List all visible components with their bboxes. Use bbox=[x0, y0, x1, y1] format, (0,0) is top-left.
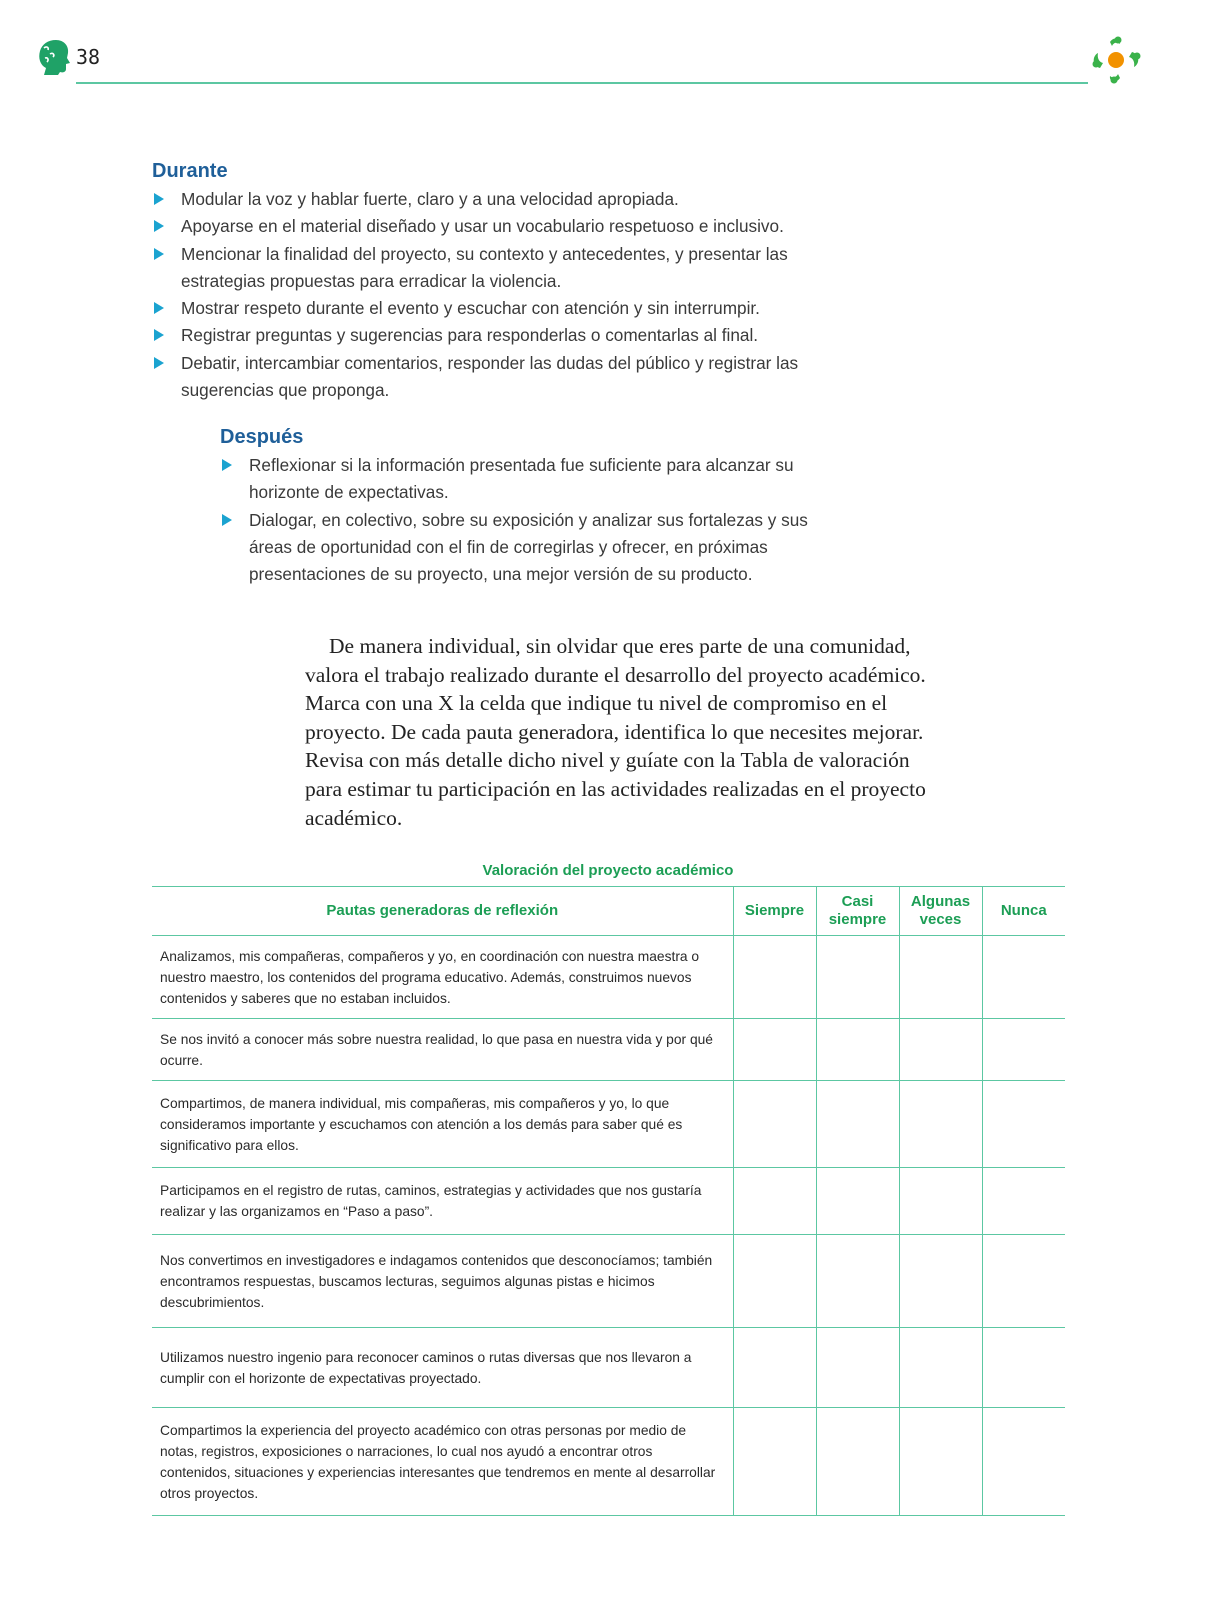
cell-casi-siempre[interactable] bbox=[816, 936, 899, 1019]
header-nunca: Nunca bbox=[982, 887, 1065, 936]
pauta-cell: Analizamos, mis compañeras, compañeros y yo, en coordinación con nuestra maestra o nuestro maestro, los contenidos del programa educativo. Además, construimos nuevos contenidos y saberes que no estaban incluidos. bbox=[152, 936, 733, 1019]
bullet-arrow-icon bbox=[154, 193, 164, 205]
cell-casi-siempre[interactable] bbox=[816, 1408, 899, 1516]
table-row bbox=[152, 1081, 1065, 1168]
table-title: Valoración del proyecto académico bbox=[482, 862, 734, 879]
pauta-cell: Nos convertimos en investigadores e indagamos contenidos que desconocíamos; también encontramos respuestas, buscamos lecturas, seguimos algunas pistas e hicimos descubrimientos. bbox=[152, 1235, 733, 1328]
pauta-cell: Compartimos la experiencia del proyecto académico con otras personas por medio de notas, registros, exposiciones o narraciones, lo cual nos ayudó a encontrar otros contenidos, situaciones y experiencias interesantes que tendremos en mente al desarrollar otros proyectos. bbox=[152, 1408, 733, 1516]
cell-casi-siempre[interactable] bbox=[816, 1328, 899, 1408]
header-siempre: Siempre bbox=[733, 887, 816, 936]
bullet-arrow-icon bbox=[154, 248, 164, 260]
cell-siempre[interactable] bbox=[733, 1168, 816, 1235]
cell-casi-siempre[interactable] bbox=[816, 1081, 899, 1168]
cell-siempre[interactable] bbox=[733, 1081, 816, 1168]
bullet-arrow-icon bbox=[154, 329, 164, 341]
pauta-cell: Participamos en el registro de rutas, caminos, estrategias y actividades que nos gustaría realizar y las organizamos en “Paso a paso”. bbox=[152, 1168, 733, 1235]
bullet-arrow-icon bbox=[154, 302, 164, 314]
cell-casi-siempre[interactable] bbox=[816, 1019, 899, 1081]
table-row bbox=[152, 1328, 1065, 1408]
cell-algunas-veces[interactable] bbox=[899, 1081, 982, 1168]
list-item: Reflexionar si la información presentada fue suficiente para alcanzar su horizonte de expectativas. bbox=[220, 452, 830, 507]
table-row bbox=[152, 1235, 1065, 1328]
list-item: Apoyarse en el material diseñado y usar un vocabulario respetuoso e inclusivo. bbox=[152, 213, 832, 240]
table-header-row bbox=[152, 887, 1065, 936]
pauta-cell: Compartimos, de manera individual, mis compañeras, mis compañeros y yo, lo que consideramos importante y escuchamos con atención a los demás para saber qué es significativo para ellos. bbox=[152, 1081, 733, 1168]
cell-siempre[interactable] bbox=[733, 1408, 816, 1516]
page-header bbox=[0, 0, 1214, 100]
header-pautas: Pautas generadoras de reflexión bbox=[152, 887, 733, 936]
cell-nunca[interactable] bbox=[982, 1019, 1065, 1081]
cell-algunas-veces[interactable] bbox=[899, 1235, 982, 1328]
pauta-cell: Utilizamos nuestro ingenio para reconocer caminos o rutas diversas que nos llevaron a cumplir con el horizonte de expectativas proyectado. bbox=[152, 1328, 733, 1408]
list-item: Dialogar, en colectivo, sobre su exposición y analizar sus fortalezas y sus áreas de oportunidad con el fin de corregirlas y ofrecer, en próximas presentaciones de su proyecto, una mejor versión de su producto. bbox=[220, 507, 830, 589]
list-item: Mostrar respeto durante el evento y escuchar con atención y sin interrumpir. bbox=[152, 295, 832, 322]
section-despues bbox=[220, 424, 830, 588]
section-title-durante: Durante bbox=[152, 160, 228, 182]
bullet-arrow-icon bbox=[222, 514, 232, 526]
cell-siempre[interactable] bbox=[733, 936, 816, 1019]
header-algunas-veces: Algunas veces bbox=[899, 887, 982, 936]
pauta-cell: Se nos invitó a conocer más sobre nuestra realidad, lo que pasa en nuestra vida y por qué ocurre. bbox=[152, 1019, 733, 1081]
cell-nunca[interactable] bbox=[982, 1408, 1065, 1516]
circle-people-emblem-icon bbox=[1088, 34, 1144, 86]
instructions-paragraph: De manera individual, sin olvidar que eres parte de una comunidad, valora el trabajo realizado durante el desarrollo del proyecto académico. Marca con una X la celda que indique tu nivel de compromiso en el proyecto. De cada pauta generadora, identifica lo que necesites mejorar. Revisa con más detalle dicho nivel y guíate con la Tabla de valoración para estimar tu participación en las actividades realizadas en el proyecto académico. bbox=[305, 634, 926, 830]
cell-algunas-veces[interactable] bbox=[899, 1408, 982, 1516]
list-item: Debatir, intercambiar comentarios, responder las dudas del público y registrar las sugerencias que proponga. bbox=[152, 350, 832, 405]
cell-nunca[interactable] bbox=[982, 1081, 1065, 1168]
cell-siempre[interactable] bbox=[733, 1019, 816, 1081]
cell-algunas-veces[interactable] bbox=[899, 1019, 982, 1081]
header-casi-siempre: Casi siempre bbox=[816, 887, 899, 936]
despues-list bbox=[220, 452, 830, 588]
bullet-arrow-icon bbox=[154, 357, 164, 369]
cell-casi-siempre[interactable] bbox=[816, 1168, 899, 1235]
table-row bbox=[152, 936, 1065, 1019]
table-row bbox=[152, 1408, 1065, 1516]
cell-nunca[interactable] bbox=[982, 1235, 1065, 1328]
cell-siempre[interactable] bbox=[733, 1328, 816, 1408]
cell-nunca[interactable] bbox=[982, 936, 1065, 1019]
list-item: Modular la voz y hablar fuerte, claro y a una velocidad apropiada. bbox=[152, 186, 832, 213]
cell-algunas-veces[interactable] bbox=[899, 936, 982, 1019]
evaluation-table bbox=[152, 886, 1065, 1516]
list-item: Mencionar la finalidad del proyecto, su contexto y antecedentes, y presentar las estrategias propuestas para erradicar la violencia. bbox=[152, 241, 832, 296]
durante-list bbox=[152, 186, 832, 404]
header-rule bbox=[76, 82, 1088, 84]
cell-nunca[interactable] bbox=[982, 1168, 1065, 1235]
cell-algunas-veces[interactable] bbox=[899, 1328, 982, 1408]
bullet-arrow-icon bbox=[154, 220, 164, 232]
section-title-despues: Después bbox=[220, 426, 304, 448]
cell-siempre[interactable] bbox=[733, 1235, 816, 1328]
cell-nunca[interactable] bbox=[982, 1328, 1065, 1408]
table-row bbox=[152, 1168, 1065, 1235]
list-item: Registrar preguntas y sugerencias para responderlas o comentarlas al final. bbox=[152, 322, 832, 349]
section-durante bbox=[152, 158, 832, 404]
bullet-arrow-icon bbox=[222, 459, 232, 471]
page-number: 38 bbox=[76, 45, 101, 69]
cell-casi-siempre[interactable] bbox=[816, 1235, 899, 1328]
table-row bbox=[152, 1019, 1065, 1081]
cell-algunas-veces[interactable] bbox=[899, 1168, 982, 1235]
head-profile-logo-icon bbox=[36, 38, 70, 76]
